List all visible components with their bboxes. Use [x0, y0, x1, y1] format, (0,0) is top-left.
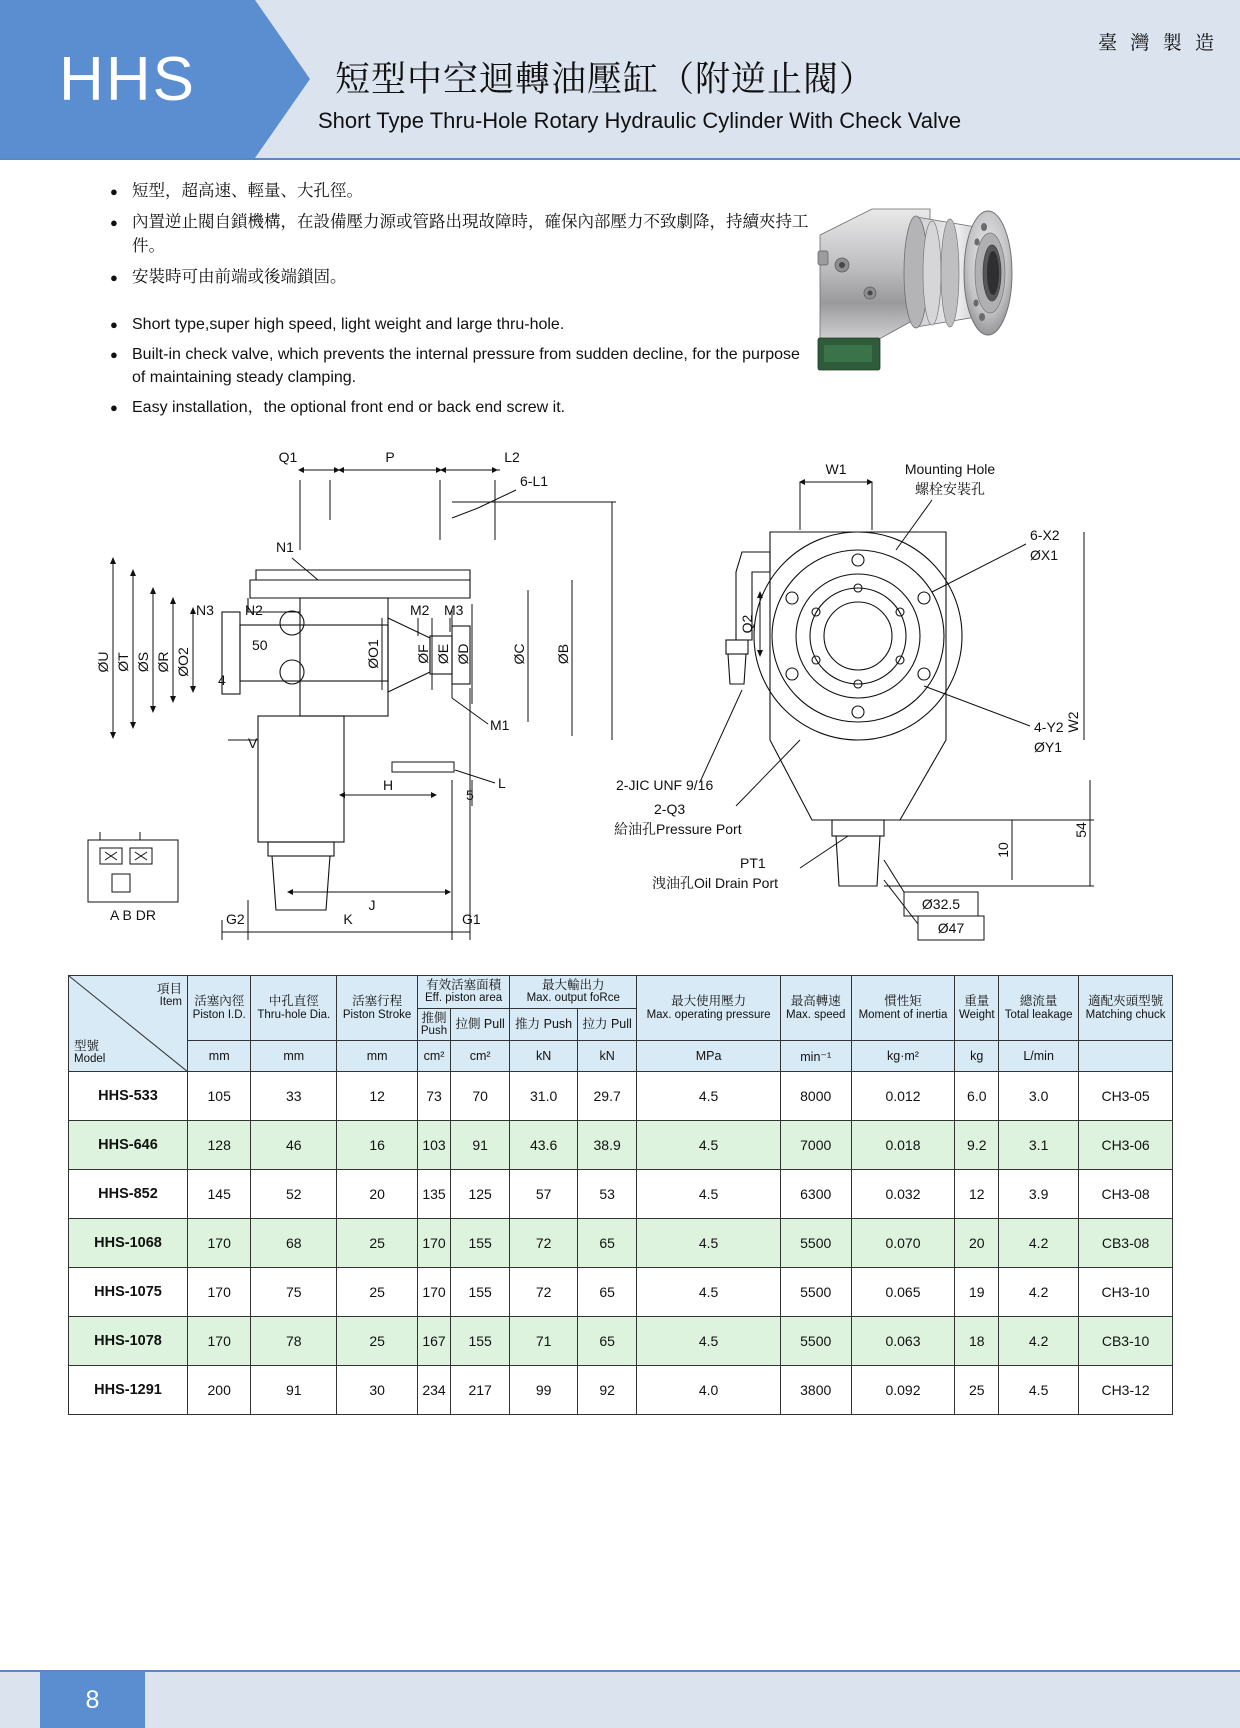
cell-value: 73 [417, 1072, 450, 1121]
corner-model-en: Model [74, 1052, 106, 1065]
col-pull-force: 拉力 Pull [578, 1008, 637, 1041]
cell-value: 0.012 [851, 1072, 955, 1121]
unit-piston-id: mm [188, 1041, 251, 1072]
feature-item [110, 211, 810, 259]
cell-value: 68 [251, 1219, 337, 1268]
svg-text:ØT: ØT [115, 652, 131, 672]
cell-value: 125 [451, 1170, 510, 1219]
cell-model: HHS-533 [69, 1072, 188, 1121]
svg-text:A B DR: A B DR [110, 907, 156, 923]
cell-model: HHS-1075 [69, 1268, 188, 1317]
svg-text:M3: M3 [444, 602, 464, 618]
cell-value: 0.032 [851, 1170, 955, 1219]
unit-stroke: mm [337, 1041, 418, 1072]
cell-value: 155 [451, 1219, 510, 1268]
unit-thru-hole: mm [251, 1041, 337, 1072]
table-unit-row [69, 1041, 1173, 1072]
svg-text:6-L1: 6-L1 [520, 473, 549, 489]
group-max-output-force: 最大輸出力 Max. output foRce [510, 976, 637, 1009]
svg-text:Ø47: Ø47 [937, 920, 965, 936]
cell-value: 72 [510, 1268, 578, 1317]
cell-value: 20 [955, 1219, 999, 1268]
cell-value: 5500 [780, 1317, 851, 1366]
svg-text:ØO2: ØO2 [175, 647, 191, 677]
feature-text-en: Short type,super high speed, light weight and large thru-hole. [132, 315, 565, 333]
svg-text:5: 5 [466, 787, 474, 803]
cell-value: 25 [337, 1219, 418, 1268]
cell-value: 70 [451, 1072, 510, 1121]
feature-item [110, 313, 810, 336]
svg-text:50: 50 [252, 637, 268, 653]
table-header-row [69, 976, 1173, 1009]
col-pull-area: 拉側 Pull [451, 1008, 510, 1041]
svg-text:ØF: ØF [415, 644, 431, 664]
col-piston-stroke: 活塞行程 Piston Stroke [337, 976, 418, 1041]
svg-text:螺栓安裝孔: 螺栓安裝孔 [915, 481, 985, 497]
cell-value: 19 [955, 1268, 999, 1317]
cell-value: 25 [955, 1366, 999, 1415]
col-push-force: 推力 Push [510, 1008, 578, 1041]
table-row [69, 1072, 1173, 1121]
col-weight: 重量 Weight [955, 976, 999, 1041]
svg-text:ØS: ØS [135, 651, 151, 673]
cell-value: 31.0 [510, 1072, 578, 1121]
cell-value: 4.5 [637, 1219, 781, 1268]
svg-text:2-Q3: 2-Q3 [654, 801, 686, 817]
svg-text:ØY1: ØY1 [1034, 739, 1063, 755]
cell-value: 105 [188, 1072, 251, 1121]
unit-leakage: L/min [999, 1041, 1079, 1072]
cell-value: 29.7 [578, 1072, 637, 1121]
svg-text:Mounting Hole: Mounting Hole [904, 461, 996, 477]
cell-value: 4.2 [999, 1219, 1079, 1268]
cell-value: 0.018 [851, 1121, 955, 1170]
cell-value: 170 [188, 1268, 251, 1317]
feature-text-cn: 內置逆止閥自鎖機構，在設備壓力源或管路出現故障時，確保內部壓力不致劇降，持續夾持工件。 [132, 212, 809, 255]
cell-value: CH3-08 [1079, 1170, 1173, 1219]
svg-text:PT1: PT1 [740, 855, 766, 871]
corner-item-en: Item [159, 996, 182, 1009]
cell-value: 0.065 [851, 1268, 955, 1317]
svg-text:W2: W2 [1065, 711, 1081, 733]
table-row [69, 1219, 1173, 1268]
cell-value: 6300 [780, 1170, 851, 1219]
cell-value: 135 [417, 1170, 450, 1219]
cell-value: 3800 [780, 1366, 851, 1415]
col-total-leakage: 總流量 Total leakage [999, 976, 1079, 1041]
cell-value: 170 [188, 1219, 251, 1268]
page-number: 8 [40, 1672, 145, 1728]
cell-value: 8000 [780, 1072, 851, 1121]
unit-push-area: cm² [417, 1041, 450, 1072]
cell-value: 30 [337, 1366, 418, 1415]
cell-value: 6.0 [955, 1072, 999, 1121]
cell-value: 217 [451, 1366, 510, 1415]
bullet-icon: ● [110, 269, 118, 285]
spec-table-wrapper [68, 975, 1173, 1415]
cell-value: 167 [417, 1317, 450, 1366]
svg-text:2-JIC UNF 9/16: 2-JIC UNF 9/16 [616, 777, 714, 793]
svg-text:ØB: ØB [555, 643, 571, 665]
product-code: HHS [59, 44, 196, 114]
cell-value: 4.5 [637, 1121, 781, 1170]
cell-value: CH3-05 [1079, 1072, 1173, 1121]
unit-speed: min⁻¹ [780, 1041, 851, 1072]
bullet-icon: ● [110, 316, 118, 332]
cell-value: 78 [251, 1317, 337, 1366]
cell-value: 5500 [780, 1268, 851, 1317]
cell-value: 52 [251, 1170, 337, 1219]
cell-value: 12 [337, 1072, 418, 1121]
table-row [69, 1170, 1173, 1219]
unit-weight: kg [955, 1041, 999, 1072]
svg-text:54: 54 [1073, 822, 1089, 838]
feature-text-cn: 安裝時可由前端或後端鎖固。 [132, 267, 347, 286]
cell-value: 92 [578, 1366, 637, 1415]
cell-model: HHS-1291 [69, 1366, 188, 1415]
page-title-cn: 短型中空迴轉油壓缸（附逆止閥） [335, 60, 876, 99]
cell-value: 4.5 [637, 1072, 781, 1121]
cell-value: CH3-10 [1079, 1268, 1173, 1317]
cell-value: CB3-10 [1079, 1317, 1173, 1366]
svg-text:M1: M1 [490, 717, 510, 733]
cell-value: 0.063 [851, 1317, 955, 1366]
svg-text:W1: W1 [825, 461, 847, 477]
svg-text:G1: G1 [462, 911, 481, 927]
cell-value: 234 [417, 1366, 450, 1415]
cell-value: CH3-12 [1079, 1366, 1173, 1415]
cell-value: CH3-06 [1079, 1121, 1173, 1170]
cell-value: 200 [188, 1366, 251, 1415]
cell-model: HHS-646 [69, 1121, 188, 1170]
cell-value: 5500 [780, 1219, 851, 1268]
cell-value: 4.0 [637, 1366, 781, 1415]
svg-text:4-Y2: 4-Y2 [1034, 719, 1064, 735]
cell-value: 12 [955, 1170, 999, 1219]
svg-text:V: V [248, 735, 258, 751]
cell-value: 0.070 [851, 1219, 955, 1268]
cell-value: 4.2 [999, 1268, 1079, 1317]
table-corner-cell [69, 976, 188, 1072]
unit-inertia: kg·m² [851, 1041, 955, 1072]
col-max-speed: 最高轉速 Max. speed [780, 976, 851, 1041]
cell-value: 46 [251, 1121, 337, 1170]
feature-text-cn: 短型，超高速、輕量、大孔徑。 [132, 182, 363, 200]
svg-text:ØX1: ØX1 [1030, 547, 1059, 563]
cell-value: 3.1 [999, 1121, 1079, 1170]
cell-value: 145 [188, 1170, 251, 1219]
feature-text-en: Built-in check valve, which prevents the internal pressure from sudden decline, for the purpose of maintaining steady clamping. [132, 345, 800, 387]
col-matching-chuck: 適配夾頭型號 Matching chuck [1079, 976, 1173, 1041]
cell-value: 103 [417, 1121, 450, 1170]
feature-text-en: Easy installation，the optional front end or back end screw it. [132, 399, 566, 417]
cell-value: 65 [578, 1268, 637, 1317]
svg-text:ØD: ØD [455, 643, 471, 665]
svg-text:給油孔Pressure Port: 給油孔Pressure Port [614, 821, 742, 837]
unit-pull-area: cm² [451, 1041, 510, 1072]
svg-text:P: P [385, 449, 395, 465]
cell-value: 43.6 [510, 1121, 578, 1170]
cell-value: 38.9 [578, 1121, 637, 1170]
made-in-label: 臺 灣 製 造 [1098, 33, 1218, 54]
feature-item [110, 396, 810, 419]
svg-text:10: 10 [995, 842, 1011, 858]
page-title-en: Short Type Thru-Hole Rotary Hydraulic Cylinder With Check Valve [318, 108, 962, 133]
svg-text:N1: N1 [276, 539, 294, 555]
table-row [69, 1121, 1173, 1170]
cell-value: 4.5 [637, 1170, 781, 1219]
cell-value: 128 [188, 1121, 251, 1170]
feature-item [110, 266, 810, 290]
cell-value: 71 [510, 1317, 578, 1366]
svg-text:6-X2: 6-X2 [1030, 527, 1060, 543]
cell-value: 4.5 [637, 1317, 781, 1366]
feature-list [110, 180, 810, 426]
product-photo [812, 193, 1027, 388]
cell-model: HHS-852 [69, 1170, 188, 1219]
svg-text:ØC: ØC [511, 643, 527, 665]
cell-value: 170 [417, 1219, 450, 1268]
cell-value: 75 [251, 1268, 337, 1317]
svg-text:L: L [498, 775, 506, 791]
cell-model: HHS-1068 [69, 1219, 188, 1268]
bullet-icon: ● [110, 184, 118, 199]
cell-value: 91 [451, 1121, 510, 1170]
cell-value: 16 [337, 1121, 418, 1170]
cell-value: 3.9 [999, 1170, 1079, 1219]
cell-value: 99 [510, 1366, 578, 1415]
cell-value: 9.2 [955, 1121, 999, 1170]
cell-value: 57 [510, 1170, 578, 1219]
cell-value: 25 [337, 1317, 418, 1366]
cell-value: 91 [251, 1366, 337, 1415]
cell-value: 25 [337, 1268, 418, 1317]
unit-pressure: MPa [637, 1041, 781, 1072]
svg-text:ØR: ØR [155, 651, 171, 673]
cell-value: 18 [955, 1317, 999, 1366]
technical-drawing [0, 440, 1240, 960]
cell-value: 4.5 [637, 1268, 781, 1317]
corner-item-cn: 項目 [156, 982, 182, 996]
col-piston-id: 活塞內徑 Piston I.D. [188, 976, 251, 1041]
page-header [0, 0, 1240, 160]
cell-value: 72 [510, 1219, 578, 1268]
col-push-area: 推側 Push [417, 1008, 450, 1041]
corner-model-cn: 型號 [74, 1038, 100, 1053]
unit-push-force: kN [510, 1041, 578, 1072]
table-row [69, 1317, 1173, 1366]
page-footer [0, 1670, 1240, 1728]
cell-value: 155 [451, 1268, 510, 1317]
svg-text:ØU: ØU [95, 651, 111, 673]
cell-value: 4.5 [999, 1366, 1079, 1415]
table-row [69, 1268, 1173, 1317]
cell-value: 20 [337, 1170, 418, 1219]
col-max-operating-pressure: 最大使用壓力 Max. operating pressure [637, 976, 781, 1041]
col-thru-hole-dia: 中孔直徑 Thru-hole Dia. [251, 976, 337, 1041]
col-moment-of-inertia: 慣性矩 Moment of inertia [851, 976, 955, 1041]
cell-value: 170 [417, 1268, 450, 1317]
spec-table [68, 975, 1173, 1415]
cell-value: 53 [578, 1170, 637, 1219]
brand-arrow [255, 0, 310, 158]
feature-item [110, 343, 810, 389]
cell-value: 3.0 [999, 1072, 1079, 1121]
cell-value: 170 [188, 1317, 251, 1366]
cell-value: CB3-08 [1079, 1219, 1173, 1268]
svg-text:M2: M2 [410, 602, 430, 618]
svg-text:Ø32.5: Ø32.5 [921, 896, 961, 912]
table-row [69, 1366, 1173, 1415]
cell-value: 0.092 [851, 1366, 955, 1415]
svg-text:4: 4 [218, 672, 226, 688]
unit-chuck [1079, 1041, 1173, 1072]
svg-text:J: J [368, 897, 376, 913]
cell-value: 65 [578, 1317, 637, 1366]
svg-text:Q1: Q1 [278, 449, 298, 465]
bullet-icon: ● [110, 400, 118, 416]
cell-value: 4.2 [999, 1317, 1079, 1366]
cell-value: 33 [251, 1072, 337, 1121]
bullet-icon: ● [110, 214, 118, 230]
bullet-icon: ● [110, 346, 118, 362]
svg-text:ØO1: ØO1 [365, 639, 381, 669]
unit-pull-force: kN [578, 1041, 637, 1072]
feature-item [110, 180, 810, 204]
svg-text:N2: N2 [245, 602, 263, 618]
cell-value: 155 [451, 1317, 510, 1366]
svg-text:K: K [343, 911, 353, 927]
svg-text:G2: G2 [226, 911, 245, 927]
group-eff-piston-area: 有效活塞面積 Eff. piston area [417, 976, 509, 1009]
cell-model: HHS-1078 [69, 1317, 188, 1366]
svg-text:H: H [382, 777, 394, 793]
cell-value: 65 [578, 1219, 637, 1268]
svg-text:L2: L2 [504, 449, 520, 465]
cell-value: 7000 [780, 1121, 851, 1170]
svg-text:ØE: ØE [435, 643, 451, 665]
svg-text:N3: N3 [196, 602, 214, 618]
svg-text:洩油孔Oil Drain Port: 洩油孔Oil Drain Port [652, 875, 779, 891]
svg-text:Q2: Q2 [739, 614, 755, 634]
